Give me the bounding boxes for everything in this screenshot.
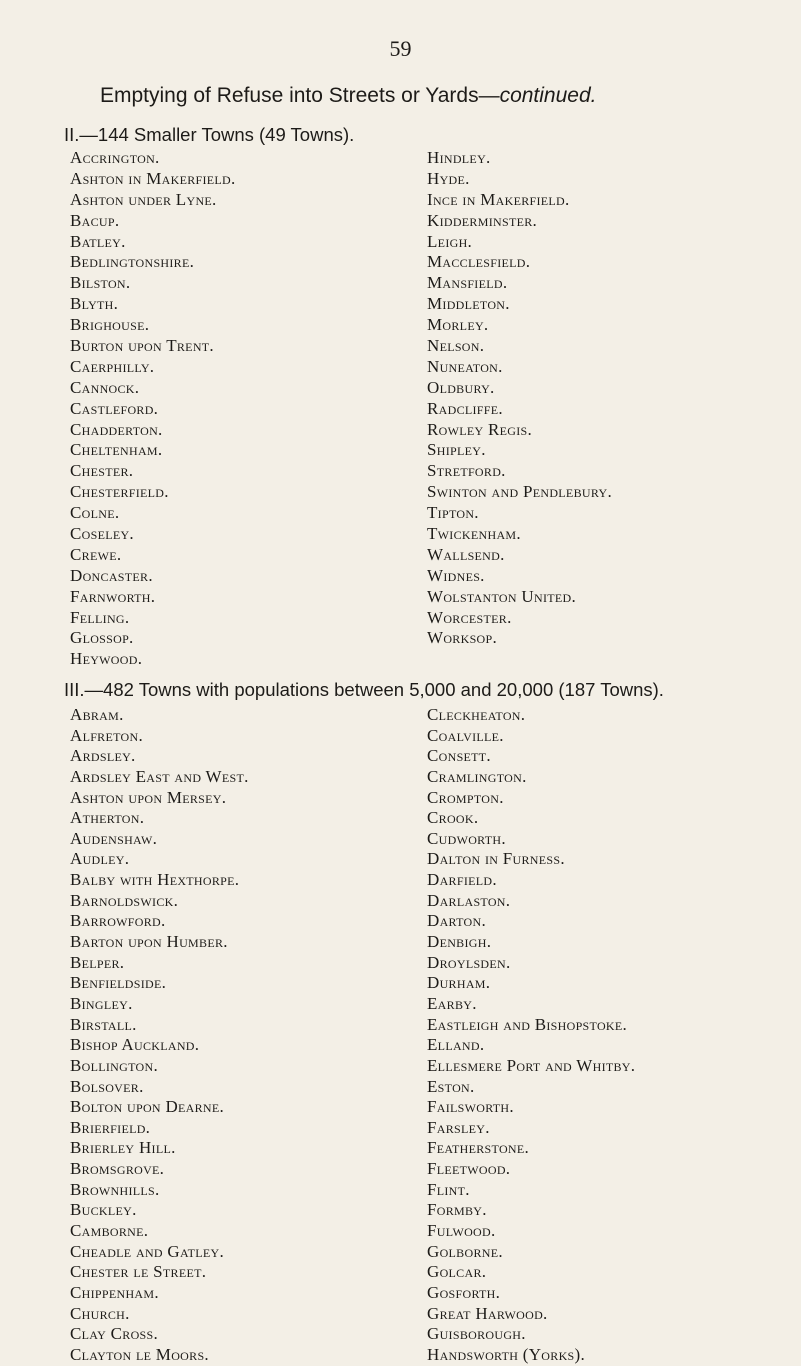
town-entry: Benfieldside. xyxy=(70,973,167,993)
section-3-column-1 xyxy=(70,705,249,1366)
town-entry: Coseley. xyxy=(70,524,134,544)
town-entry: Darfield. xyxy=(427,870,497,890)
town-entry: Batley. xyxy=(70,231,126,251)
town-entry: Hindley. xyxy=(427,148,491,167)
town-entry: Fleetwood. xyxy=(427,1159,511,1179)
town-entry: Chester le Street. xyxy=(70,1262,207,1282)
town-entry: Belper. xyxy=(70,952,125,972)
town-entry: Brownhills. xyxy=(70,1179,160,1199)
town-entry: Cheadle and Gatley. xyxy=(70,1241,225,1261)
town-entry: Camborne. xyxy=(70,1221,149,1241)
town-entry: Accrington. xyxy=(70,148,160,167)
town-entry: Bingley. xyxy=(70,993,133,1013)
town-entry: Farnworth. xyxy=(70,586,156,606)
town-entry: Church. xyxy=(70,1303,130,1323)
town-entry: Shipley. xyxy=(427,440,486,460)
page-number: 59 xyxy=(389,36,412,61)
town-entry: Farsley. xyxy=(427,1117,490,1137)
town-entry: Bishop Auckland. xyxy=(70,1035,200,1055)
town-entry: Droylsden. xyxy=(427,952,511,972)
town-entry: Ince in Makerfield. xyxy=(427,189,570,209)
town-entry: Consett. xyxy=(427,746,491,766)
town-entry: Featherstone. xyxy=(427,1138,530,1158)
town-entry: Cudworth. xyxy=(427,828,506,848)
town-entry: Ellesmere Port and Whitby. xyxy=(427,1055,636,1075)
town-entry: Gosforth. xyxy=(427,1282,501,1302)
town-entry: Ashton in Makerfield. xyxy=(70,168,236,188)
town-entry: Barton upon Humber. xyxy=(70,932,228,952)
town-entry: Bedlingtonshire. xyxy=(70,252,195,272)
title-continued: continued. xyxy=(499,84,597,107)
town-entry: Flint. xyxy=(427,1179,470,1199)
town-entry: Dalton in Furness. xyxy=(427,849,565,869)
town-entry: Wallsend. xyxy=(427,544,505,564)
town-entry: Eastleigh and Bishopstoke. xyxy=(427,1014,628,1034)
town-entry: Cheltenham. xyxy=(70,440,163,460)
section-3-column-2 xyxy=(427,705,635,1366)
town-entry: Ashton upon Mersey. xyxy=(70,787,227,807)
town-entry: Great Harwood. xyxy=(427,1303,548,1323)
town-entry: Blyth. xyxy=(70,294,119,314)
town-entry: Atherton. xyxy=(70,808,145,828)
town-entry: Leigh. xyxy=(427,231,473,251)
town-entry: Kidderminster. xyxy=(427,210,538,230)
town-entry: Guisborough. xyxy=(427,1324,526,1344)
town-entry: Chippenham. xyxy=(70,1282,159,1302)
town-entry: Birstall. xyxy=(70,1014,137,1034)
town-entry: Bacup. xyxy=(70,210,120,230)
town-entry: Alfreton. xyxy=(70,725,144,745)
town-entry: Golborne. xyxy=(427,1241,503,1261)
town-entry: Worcester. xyxy=(427,607,512,627)
town-entry: Balby with Hexthorpe. xyxy=(70,870,240,890)
town-entry: Audenshaw. xyxy=(70,828,158,848)
town-entry: Bolton upon Dearne. xyxy=(70,1097,225,1117)
town-entry: Crook. xyxy=(427,808,479,828)
town-entry: Denbigh. xyxy=(427,932,492,952)
town-entry: Abram. xyxy=(70,705,124,724)
town-entry: Wolstanton United. xyxy=(427,586,577,606)
town-entry: Swinton and Pendlebury. xyxy=(427,482,612,502)
town-entry: Crompton. xyxy=(427,787,504,807)
town-entry: Bromsgrove. xyxy=(70,1159,165,1179)
town-entry: Brierley Hill. xyxy=(70,1138,176,1158)
town-entry: Chesterfield. xyxy=(70,482,169,502)
town-entry: Bolsover. xyxy=(70,1076,144,1096)
town-entry: Durham. xyxy=(427,973,491,993)
page-title xyxy=(100,84,780,108)
town-entry: Radcliffe. xyxy=(427,398,503,418)
town-entry: Coalville. xyxy=(427,725,504,745)
town-entry: Barnoldswick. xyxy=(70,890,179,910)
town-entry: Audley. xyxy=(70,849,130,869)
town-entry: Bilston. xyxy=(70,273,131,293)
town-entry: Crewe. xyxy=(70,544,122,564)
town-entry: Caerphilly. xyxy=(70,356,155,376)
town-entry: Tipton. xyxy=(427,503,479,523)
town-entry: Brierfield. xyxy=(70,1117,151,1137)
town-entry: Stretford. xyxy=(427,461,506,481)
town-entry: Oldbury. xyxy=(427,377,495,397)
title-main: Emptying of Refuse into Streets or Yards— xyxy=(100,84,500,107)
town-entry: Formby. xyxy=(427,1200,487,1220)
section-2-heading: II.—144 Smaller Towns (49 Towns). xyxy=(64,124,355,145)
section-2-column-2 xyxy=(427,148,612,649)
town-entry: Nelson. xyxy=(427,336,485,356)
town-entry: Bollington. xyxy=(70,1055,158,1075)
town-entry: Failsworth. xyxy=(427,1097,514,1117)
town-entry: Morley. xyxy=(427,315,489,335)
town-entry: Rowley Regis. xyxy=(427,419,533,439)
town-entry: Darton. xyxy=(427,911,487,931)
section-3-heading: III.—482 Towns with populations between 5,000 and 20,000 (187 Towns). xyxy=(64,679,664,700)
town-entry: Ashton under Lyne. xyxy=(70,189,217,209)
town-entry: Handsworth (Yorks). xyxy=(427,1344,586,1364)
town-entry: Heywood. xyxy=(70,649,143,669)
town-entry: Nuneaton. xyxy=(427,356,503,376)
town-entry: Cleckheaton. xyxy=(427,705,526,724)
town-entry: Mansfield. xyxy=(427,273,508,293)
town-entry: Ardsley East and West. xyxy=(70,766,249,786)
town-entry: Elland. xyxy=(427,1035,485,1055)
town-entry: Clay Cross. xyxy=(70,1324,159,1344)
town-entry: Darlaston. xyxy=(427,890,511,910)
town-entry: Ardsley. xyxy=(70,746,136,766)
town-entry: Widnes. xyxy=(427,565,485,585)
town-entry: Castleford. xyxy=(70,398,159,418)
town-entry: Chester. xyxy=(70,461,134,481)
town-entry: Golcar. xyxy=(427,1262,487,1282)
town-entry: Glossop. xyxy=(70,628,134,648)
town-entry: Middleton. xyxy=(427,294,510,314)
town-entry: Macclesfield. xyxy=(427,252,531,272)
town-entry: Barrowford. xyxy=(70,911,166,931)
town-entry: Worksop. xyxy=(427,628,498,648)
town-entry: Cannock. xyxy=(70,377,140,397)
town-entry: Clayton le Moors. xyxy=(70,1344,209,1364)
town-entry: Felling. xyxy=(70,607,130,627)
town-entry: Doncaster. xyxy=(70,565,153,585)
section-2-column-1 xyxy=(70,148,236,670)
town-entry: Burton upon Trent. xyxy=(70,336,214,356)
town-entry: Earby. xyxy=(427,993,477,1013)
town-entry: Cramlington. xyxy=(427,766,527,786)
town-entry: Chadderton. xyxy=(70,419,163,439)
town-entry: Buckley. xyxy=(70,1200,137,1220)
town-entry: Eston. xyxy=(427,1076,475,1096)
town-entry: Fulwood. xyxy=(427,1221,496,1241)
town-entry: Twickenham. xyxy=(427,524,521,544)
town-entry: Hyde. xyxy=(427,168,470,188)
town-entry: Brighouse. xyxy=(70,315,150,335)
town-entry: Colne. xyxy=(70,503,120,523)
